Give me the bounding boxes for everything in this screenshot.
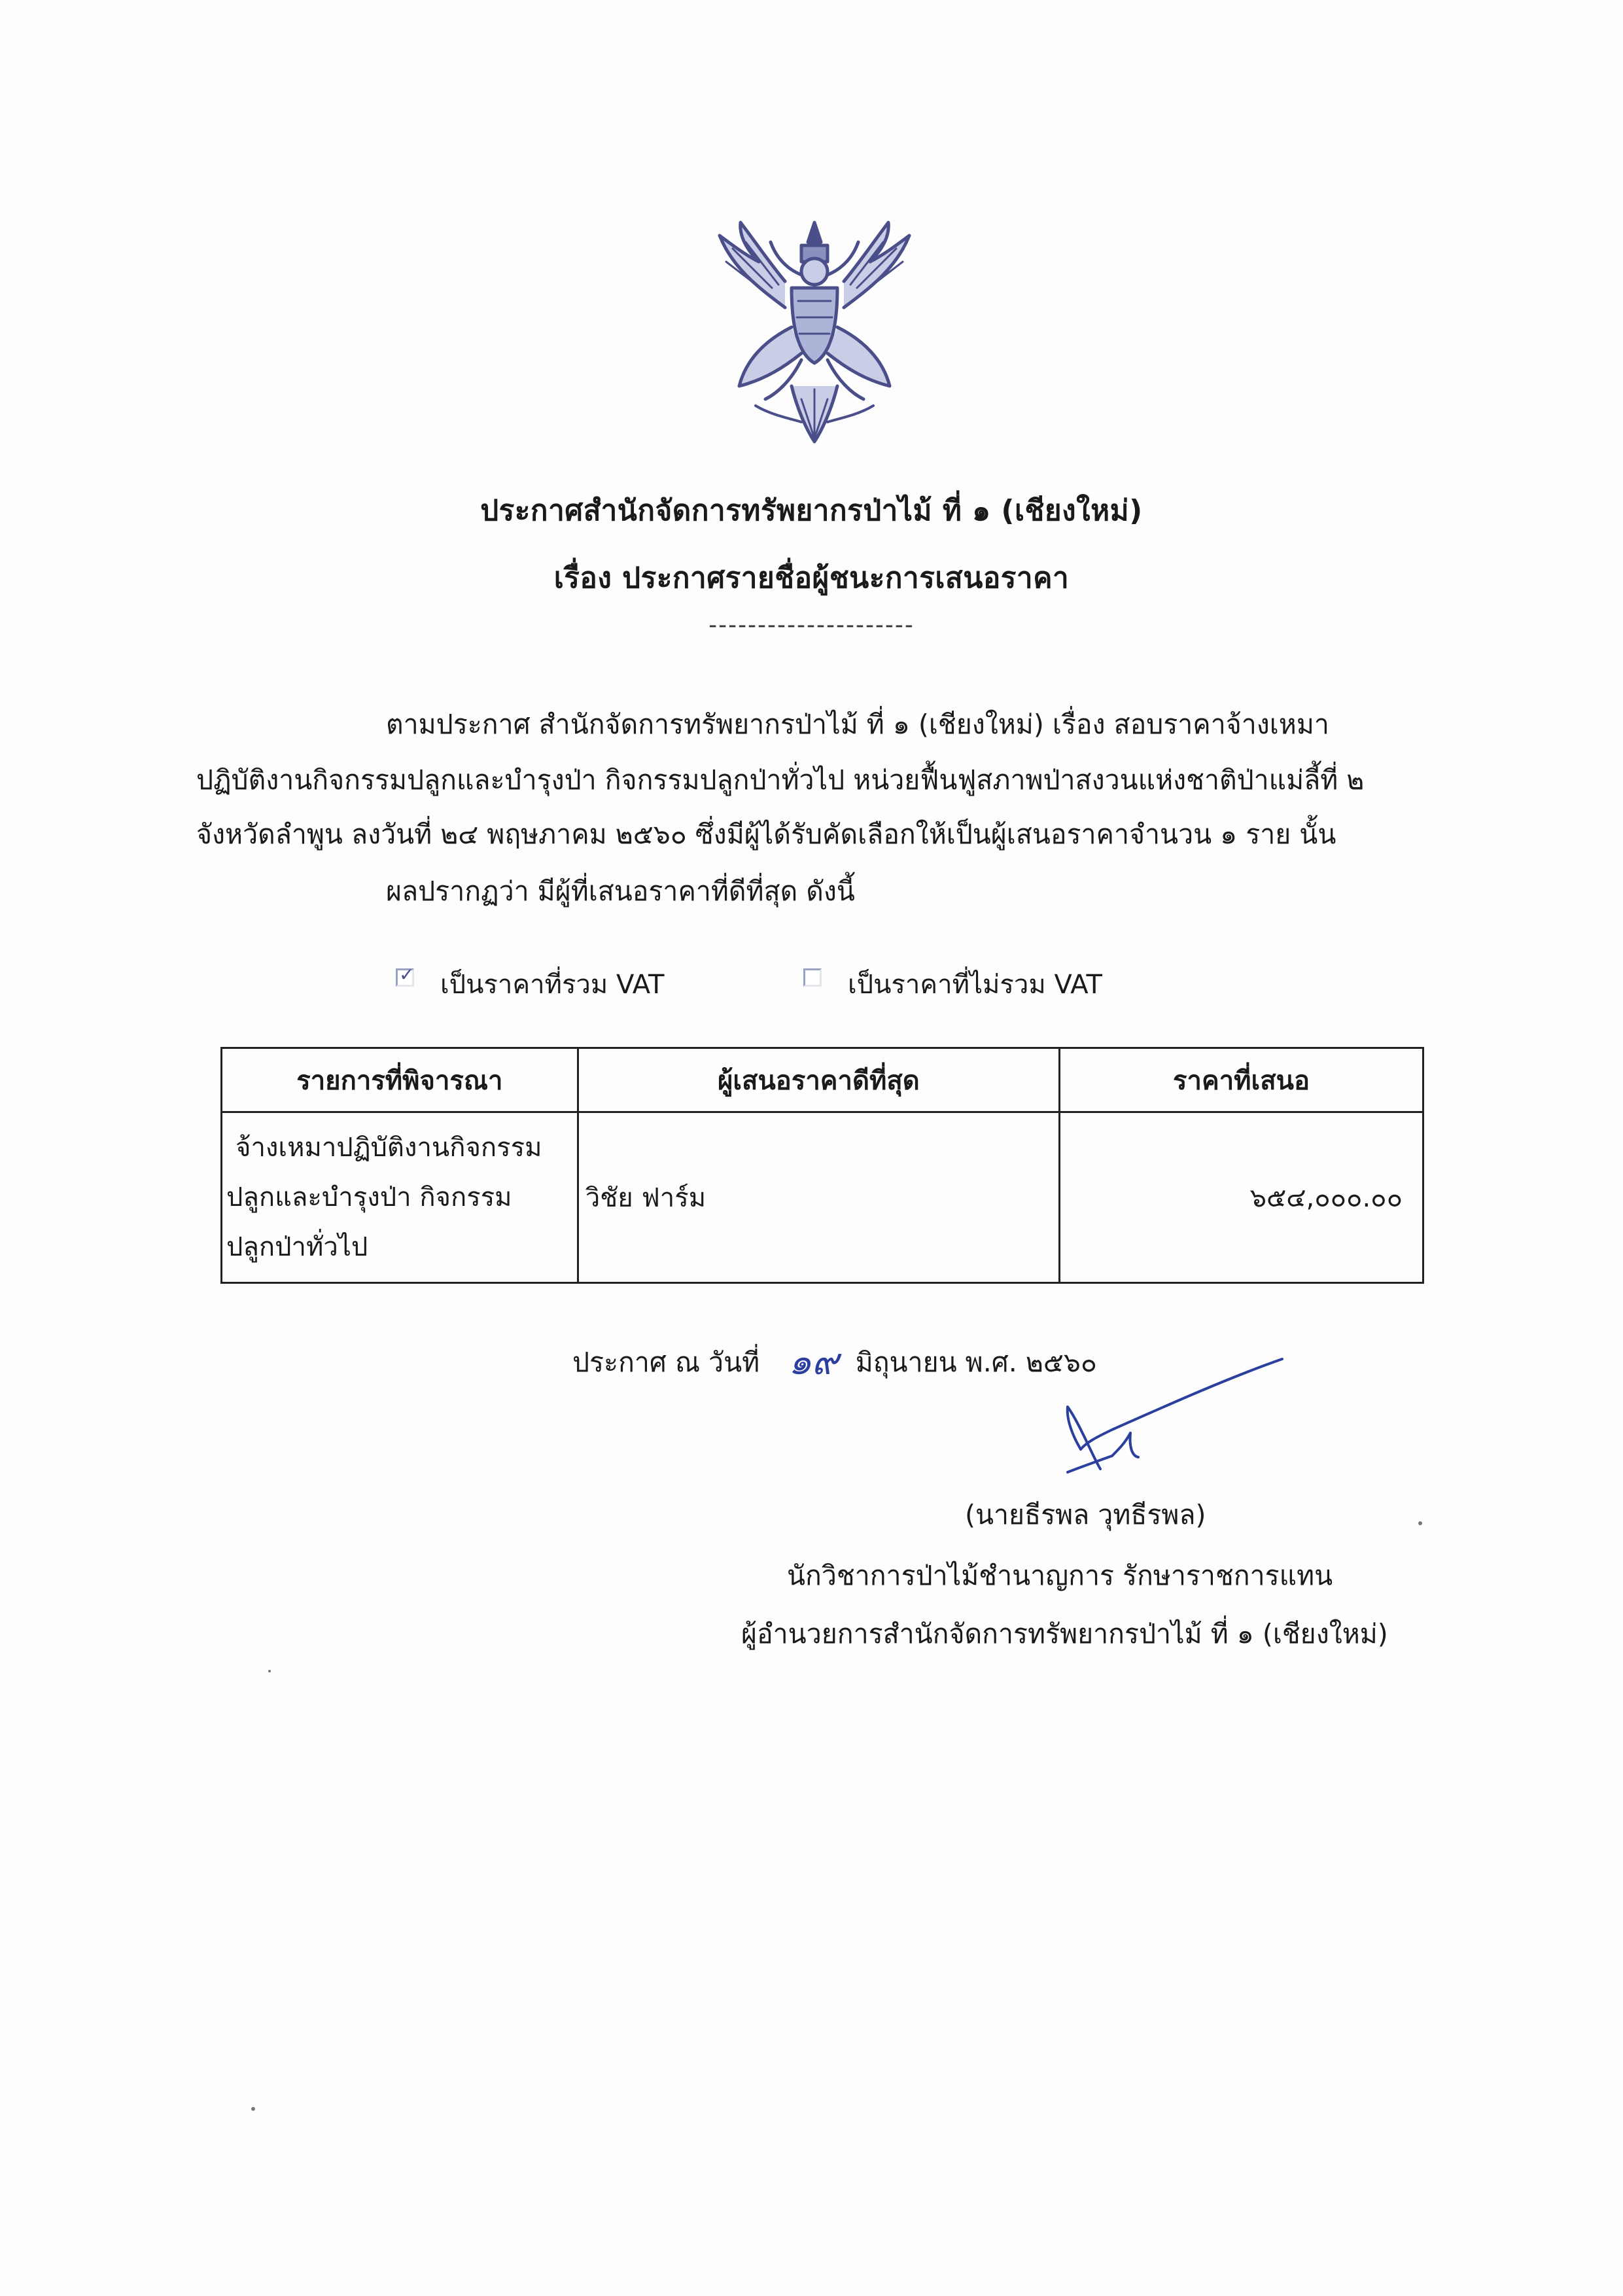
results-table xyxy=(220,1047,1424,1284)
scan-speck xyxy=(1418,1521,1422,1525)
scan-speck xyxy=(268,1670,271,1672)
body-line-2: ปฏิบัติงานกิจกรรมปลูกและบำรุงป่า กิจกรรมปลูกป่าทั่วไป หน่วยฟื้นฟูสภาพป่าสงวนแห่งชาติป่าแม่ลี้ที่ ๒ xyxy=(196,764,1365,796)
vat-excluded-option[interactable] xyxy=(803,963,1102,1005)
item-line: จ้างเหมาปฏิบัติงานกิจกรรม xyxy=(236,1133,542,1163)
announcement-subject: เรื่อง ประกาศรายชื่อผู้ชนะการเสนอราคา xyxy=(553,561,1070,595)
item-line: ปลูกและบำรุงป่า กิจกรรม xyxy=(226,1182,512,1212)
scan-speck xyxy=(251,2107,255,2111)
signatory-office: ผู้อำนวยการสำนักจัดการทรัพยากรป่าไม้ ที่ ๑ (เชียงใหม่) xyxy=(741,1618,1388,1650)
body-line-4: ผลปรากฏว่า มีผู้ที่เสนอราคาที่ดีที่สุด ดังนี้ xyxy=(386,875,855,907)
date-prefix: ประกาศ ณ วันที่ xyxy=(572,1347,760,1378)
vat-excluded-label: เป็นราคาที่ไม่รวม VAT xyxy=(848,970,1102,1000)
table-row xyxy=(222,1112,1423,1283)
header-price: ราคาที่เสนอ xyxy=(1060,1048,1423,1112)
vat-excluded-checkbox[interactable] xyxy=(803,968,822,987)
signatory-position: นักวิชาการป่าไม้ชำนาญการ รักษาราชการแทน xyxy=(787,1560,1333,1591)
table-header-row xyxy=(222,1048,1423,1112)
vat-included-option[interactable] xyxy=(396,963,664,1005)
header-item: รายการที่พิจารณา xyxy=(222,1048,578,1112)
signatory-name: (นายธีรพล วุทธีรพล) xyxy=(965,1499,1206,1530)
title-separator: --------------------- xyxy=(708,612,915,639)
date-suffix: มิถุนายน พ.ศ. ๒๕๖๐ xyxy=(855,1347,1097,1378)
body-line-1: ตามประกาศ สำนักจัดการทรัพยากรป่าไม้ ที่ ๑ (เชียงใหม่) เรื่อง สอบราคาจ้างเหมา xyxy=(386,709,1329,740)
vat-included-checkbox[interactable] xyxy=(396,964,415,987)
header-winner: ผู้เสนอราคาดีที่สุด xyxy=(578,1048,1059,1112)
handwritten-signature xyxy=(1021,1351,1295,1475)
item-cell xyxy=(222,1112,578,1283)
announcement-title: ประกาศสำนักจัดการทรัพยากรป่าไม้ ที่ ๑ (เชียงใหม่) xyxy=(480,494,1143,527)
date-day: ๑๙ xyxy=(788,1341,839,1383)
price-cell: ๖๕๔,๐๐๐.๐๐ xyxy=(1060,1112,1423,1283)
winner-cell: วิชัย ฟาร์ม xyxy=(578,1112,1059,1283)
check-icon: ✓ xyxy=(399,964,415,985)
garuda-emblem-icon xyxy=(693,209,935,451)
announcement-date xyxy=(572,1330,1097,1388)
body-line-3: จังหวัดลำพูน ลงวันที่ ๒๔ พฤษภาคม ๒๕๖๐ ซึ่งมีผู้ได้รับคัดเลือกให้เป็นผู้เสนอราคาจำนวน ๑ ราย นั้น xyxy=(196,819,1336,850)
vat-included-label: เป็นราคาที่รวม VAT xyxy=(440,970,665,1000)
item-line: ปลูกป่าทั่วไป xyxy=(226,1232,368,1262)
